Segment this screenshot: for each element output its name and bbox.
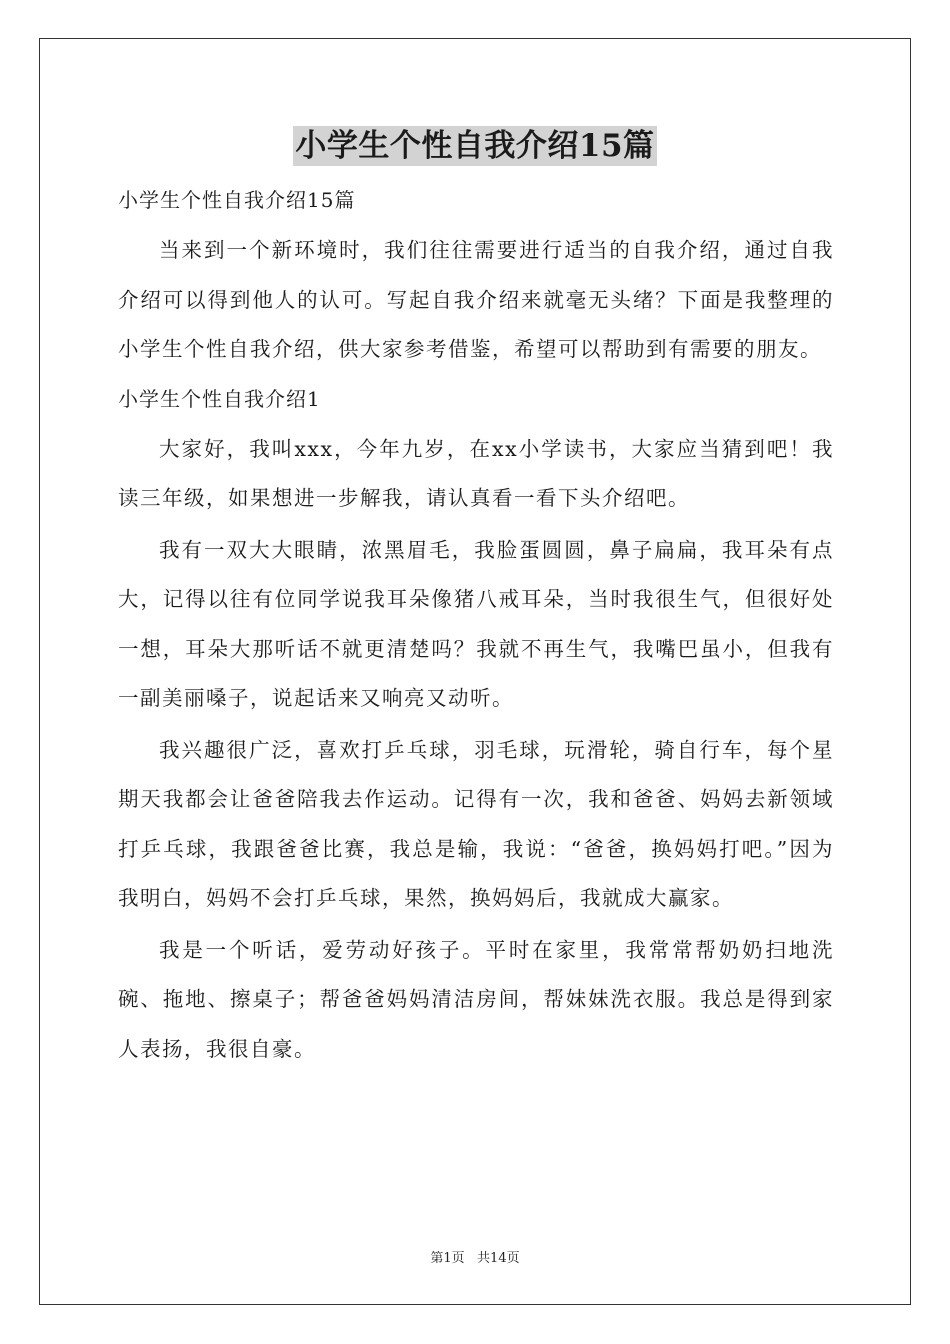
- body-paragraph: 大家好，我叫xxx，今年九岁，在xx小学读书，大家应当猜到吧！我读三年级，如果想进一步解我，请认真看一看下头介绍吧。: [118, 436, 834, 510]
- body-paragraph: 我有一双大大眼睛，浓黑眉毛，我脸蛋圆圆，鼻子扁扁，我耳朵有点大，记得以往有位同学说我耳朵像猪八戒耳朵，当时我很生气，但很好处一想，耳朵大那听话不就更清楚吗？我就不再生气，我嘴巴虽小，但我有一副美丽嗓子，说起话来又响亮又动听。: [118, 537, 834, 710]
- title-container: [0, 126, 950, 166]
- page-number-footer: 第1页 共14页: [430, 1251, 520, 1266]
- body-paragraph: 我兴趣很广泛，喜欢打乒乓球，羽毛球，玩滑轮，骑自行车，每个星期天我都会让爸爸陪我去作运动。记得有一次，我和爸爸、妈妈去新领域打乒乓球，我跟爸爸比赛，我总是输，我说：“爸爸，换妈妈打吧。”因为我明白，妈妈不会打乒乓球，果然，换妈妈后，我就成大赢家。: [118, 737, 834, 910]
- document-subtitle: 小学生个性自我介绍15篇: [118, 188, 356, 212]
- intro-paragraph: 当来到一个新环境时，我们往往需要进行适当的自我介绍，通过自我介绍可以得到他人的认可。写起自我介绍来就毫无头绪？下面是我整理的小学生个性自我介绍，供大家参考借鉴，希望可以帮助到有需要的朋友。: [118, 238, 834, 361]
- document-title: 小学生个性自我介绍15篇: [295, 128, 655, 164]
- section-heading: 小学生个性自我介绍1: [118, 386, 321, 411]
- body-paragraph: 我是一个听话，爱劳动好孩子。平时在家里，我常常帮奶奶扫地洗碗、拖地、擦桌子；帮爸爸妈妈清洁房间，帮妹妹洗衣服。我总是得到家人表扬，我很自豪。: [118, 937, 834, 1061]
- document-body: [118, 178, 834, 1076]
